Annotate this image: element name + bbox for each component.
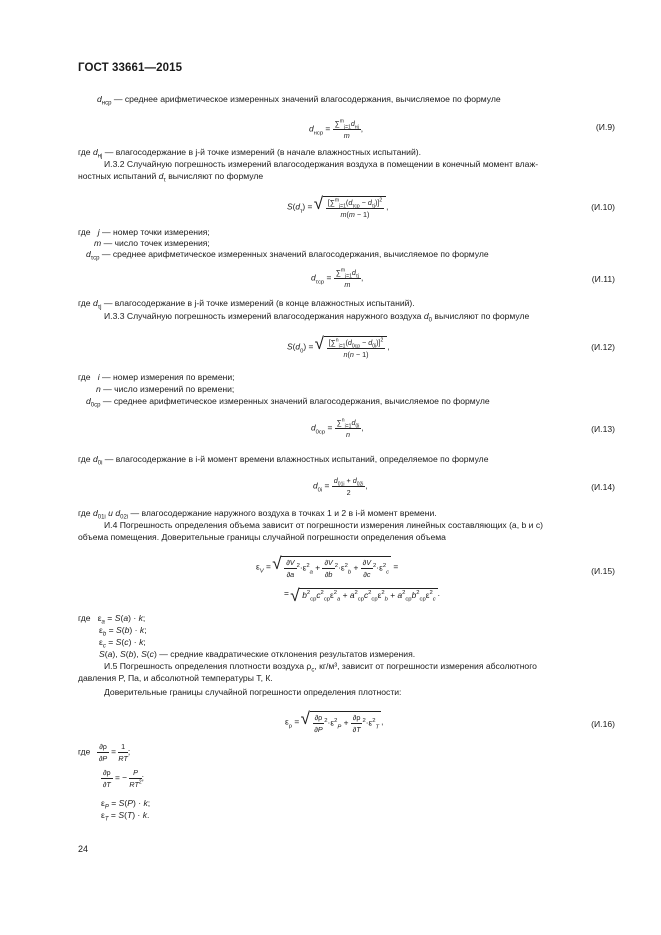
definition-d-tsr: $d_{\tau ср}$ — среднее арифметическое измеренных значений влагосодержания, вычисляемое по формуле: [86, 249, 489, 262]
formula-number-i14: (И.14): [591, 482, 615, 492]
formula-number-i9: (И.9): [595, 122, 615, 132]
definition-n: n — число измерений по времени;: [96, 384, 235, 394]
definition-d01-d02: где $d_{01i}$ и $d_{02i}$ — влагосодержание наружного воздуха в точках 1 и 2 в i-й момент времени.: [78, 508, 437, 521]
definition-j: где j — номер точки измерения;: [78, 227, 210, 237]
formula-i11: $d_{\tau ср}$ = $\sum^m_{j=1}d_{\tau j}$ m , (И.11): [311, 267, 615, 289]
paragraph-i4-cont: объема помещения. Доверительные границы случайной погрешности определения объема: [78, 532, 446, 542]
paragraph-i32-cont: ностных испытаний $d_\tau$ вычисляют по формуле: [78, 171, 264, 184]
formula-number-i12: (И.12): [591, 342, 615, 352]
definition-eps-t: $\varepsilon_T = S(T) \cdot k$.: [101, 810, 150, 823]
definition-d-0sr: $d_{0ср}$ — среднее арифметическое измеренных значений влагосодержания, вычисляемое по формуле: [86, 396, 490, 409]
paragraph-i33: И.3.3 Случайную погрешность измерений влагосодержания наружного воздуха $d_0$ вычисляют по формуле: [104, 311, 530, 324]
document-header: ГОСТ 33661—2015: [78, 62, 183, 74]
paragraph-i32: И.3.2 Случайную погрешность измерений влагосодержания воздуха в помещении в конечный момент влаж-: [104, 159, 539, 169]
formula-number-i10: (И.10): [591, 202, 615, 212]
paragraph-i5-conf: Доверительные границы случайной погрешности определения плотности:: [104, 687, 402, 697]
definition-m: m — число точек измерения;: [94, 238, 210, 248]
formula-i14: $d_{0i}$ = $\frac{d_{01i} + d_{02i}}{2}$ , (И.14): [313, 476, 615, 497]
definition-d-tj: где $d_{\tau j}$ — влагосодержание в j-й точке измерений (в конце влажностных испытаний).: [78, 298, 415, 311]
definition-eps-c: $\varepsilon_c = S(c) \cdot k$;: [99, 637, 146, 650]
formula-i10: $S(d_\tau)$ = √ $[\sum^m_{j=1}(d_{\tau ср} - d_{\tau j})]^2$ m(m − 1) , (И.10): [0, 190, 661, 230]
definition-drho-dt: $\frac{\partial\rho}{\partial T}$ = − $\frac{P}{RT^2}$ ;: [102, 768, 144, 789]
definition-sabc: S(a), S(b), S(c) — средние квадратические отклонения результатов измерения.: [99, 649, 416, 659]
formula-i9: $d_{нср}$ = $\sum^m_{j=1}d_{нj}$ m , (И.9): [309, 118, 615, 140]
definition-d-nj: где $d_{нj}$ — влагосодержание в j-й точке измерений (в начале влажностных испытаний).: [78, 147, 422, 160]
formula-number-i11: (И.11): [591, 274, 615, 284]
formula-i12: $S(d_0)$ = √ $[\sum^n_{i=1}(d_{0ср} - d_{0i})]^2$ n(n − 1) , (И.12): [0, 330, 661, 370]
paragraph-i5: И.5 Погрешность определения плотности воздуха $\rho_с$, кг/м³, зависит от погрешности измерения абсолютного: [104, 661, 537, 674]
definition-eps-p: $\varepsilon_P = S(P) \cdot k$;: [101, 798, 151, 811]
paragraph-i5-cont: давления P, Па, и абсолютной температуры T, К.: [78, 673, 273, 683]
page-number: 24: [78, 844, 89, 854]
formula-number-i15: (И.15): [591, 566, 615, 576]
paragraph-i4: И.4 Погрешность определения объема зависит от погрешности измерения линейных составляющих (a, b и c): [104, 520, 543, 530]
definition-d-0i: где $d_{0i}$ — влагосодержание в i-й момент времени влажностных испытаний, определяемое по формуле: [78, 454, 489, 467]
formula-i15: $\varepsilon_V$ = √ $\frac{\partial V}{\partial a}$ $^2\cdot\varepsilon^2_a$ + $\frac{\partial V}{\partial b}$ $^2\cdot\varepsilon^2_b$ + $\frac{\partial V}{\partial c}$ $^2\cdot\varepsilon^2_c$ = = √ $b^2_{ср}c^2_{ср}\varepsilon^2_a + a^2_{ср}c^2_{ср}\varepsilon^2_b + a^2_{ср}b^2_{ср}\varepsilon^2_c$. (И.15): [0, 550, 661, 610]
definition-eps-b: $\varepsilon_b = S(b) \cdot k$;: [99, 625, 147, 638]
definition-i: где i — номер измерения по времени;: [78, 372, 235, 382]
definition-eps-a: где $\varepsilon_a = S(a) \cdot k$;: [78, 613, 146, 626]
formula-number-i13: (И.13): [591, 424, 615, 434]
formula-i16: $\varepsilon_\rho$ = √ $\frac{\partial\rho}{\partial P}$ $^2\cdot\varepsilon^2_P$ + $\frac{\partial\rho}{\partial T}$ $^2\cdot\varepsilon^2_T$, (И.16): [0, 705, 661, 745]
definition-d-nsr: $d_{нср}$ — среднее арифметическое измеренных значений влагосодержания, вычисляемое по формуле: [97, 94, 501, 107]
definition-drho-dp: где $\frac{\partial\rho}{\partial P}$ = $\frac{1}{RT}$ ;: [78, 742, 131, 763]
formula-number-i16: (И.16): [591, 719, 615, 729]
formula-i13: $d_{0ср}$ = $\frac{\sum^n_{i=1}d_{0i}}{n}$ , (И.13): [311, 417, 615, 439]
